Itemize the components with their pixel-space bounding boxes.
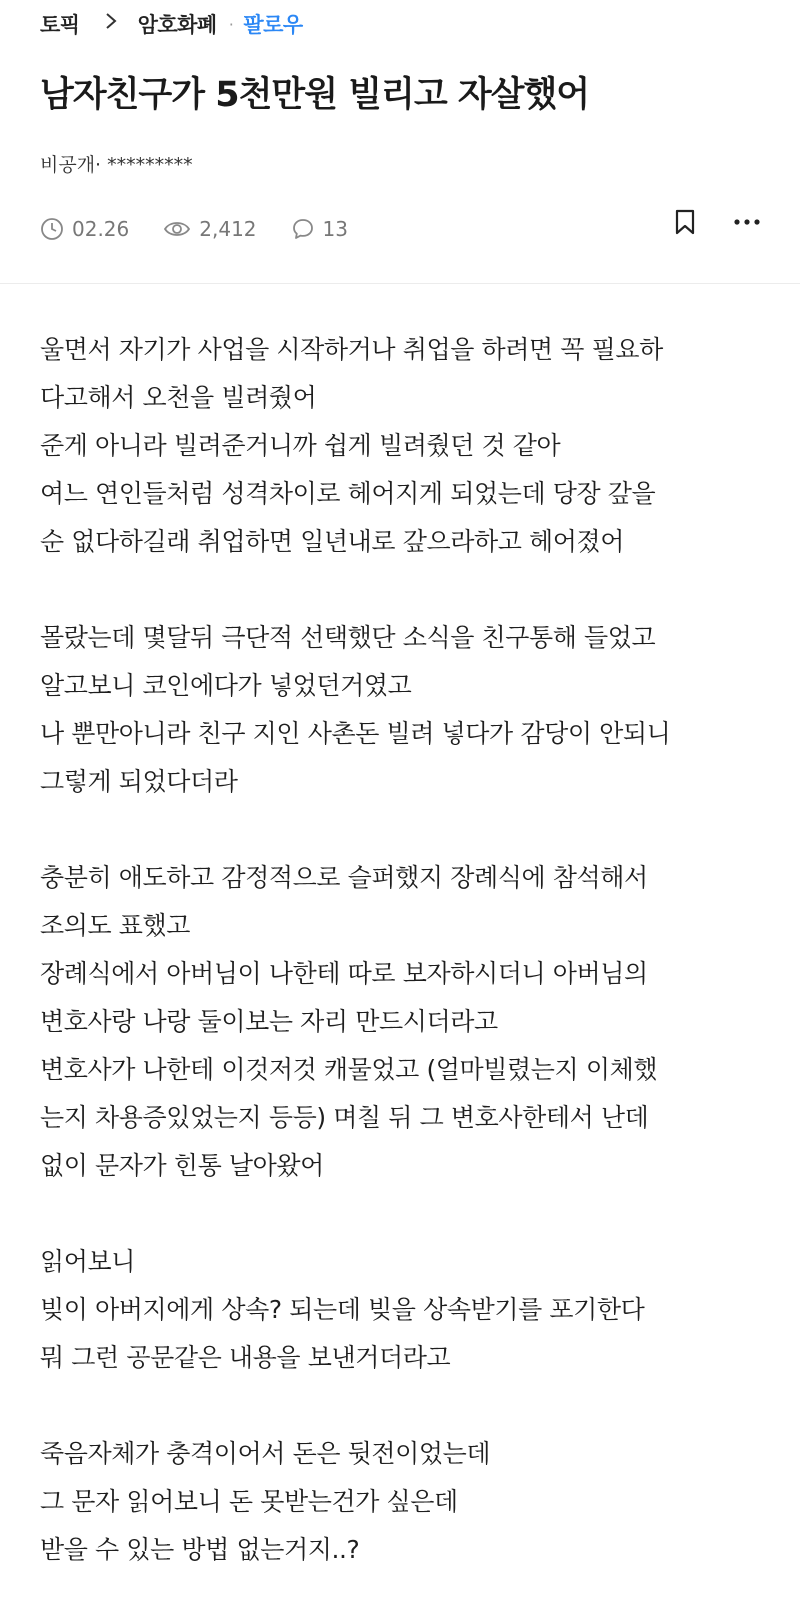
paragraph [40,614,780,806]
eye-icon [163,217,199,241]
body-line: 알고보니 코인에다가 넣었던거였고 [40,671,412,700]
paragraph [40,326,780,566]
body-line: 그렇게 되었다더라 [40,767,238,796]
body-line: 준게 아니라 빌려준거니까 쉽게 빌려줬던 것 같아 [40,431,561,460]
body-line: 충분히 애도하고 감정적으로 슬퍼했지 장례식에 참석해서 [40,863,648,892]
post-meta [40,212,382,246]
body-line: 몰랐는데 몇달뒤 극단적 선택했단 소식을 친구통해 들었고 [40,623,656,652]
post-title: 남자친구가 5천만원 빌리고 자살했어 [40,75,590,115]
breadcrumb [40,4,303,44]
body-line: 읽어보니 [40,1247,136,1276]
body-line: 나 뿐만아니라 친구 지인 사촌돈 빌려 넣다가 감당이 안되니 [40,719,671,748]
body-line: 변호사가 나한테 이것저것 캐물었고 (얼마빌렸는지 이체했 [40,1055,658,1084]
body-line: 다고해서 오천을 빌려줬어 [40,383,317,412]
body-line: 빚이 아버지에게 상속? 되는데 빚을 상속받기를 포기한다 [40,1295,645,1324]
separator-dot: · [228,14,234,34]
post-header [0,0,800,284]
body-line: 조의도 표했고 [40,911,191,940]
paragraph-gap [40,1382,780,1430]
body-line: 그 문자 읽어보니 돈 못받는건가 싶은데 [40,1487,458,1516]
post-actions [674,208,760,236]
post-date-value: 02.26 [72,217,130,241]
comment-icon [291,217,323,241]
follow-button[interactable]: 팔로우 [243,13,303,37]
body-line: 없이 문자가 힌통 날아왔어 [40,1151,324,1180]
body-line: 변호사랑 나랑 둘이보는 자리 만드시더라고 [40,1007,498,1036]
post-author: 비공개· ********* [40,154,193,176]
body-line: 여느 연인들처럼 성격차이로 헤어지게 되었는데 당장 갚을 [40,479,656,508]
body-line: 순 없다하길래 취업하면 일년내로 갚으라하고 헤어졌어 [40,527,624,556]
paragraph [40,1238,780,1382]
clock-icon [40,217,72,241]
paragraph [40,1430,780,1574]
post-comments[interactable] [291,217,348,241]
post-body [40,326,780,1574]
paragraph-gap [40,566,780,614]
paragraph-gap [40,806,780,854]
post-views [163,217,256,241]
body-line: 뭐 그런 공문같은 내용을 보낸거더라고 [40,1343,451,1372]
breadcrumb-category[interactable]: 암호화폐 [137,13,217,37]
chevron-right-icon [104,11,118,37]
paragraph [40,854,780,1190]
body-line: 울면서 자기가 사업을 시작하거나 취업을 하려면 꼭 필요하 [40,335,663,364]
breadcrumb-root[interactable]: 토픽 [40,13,80,37]
body-line: 는지 차용증있었는지 등등) 며칠 뒤 그 변호사한테서 난데 [40,1103,649,1132]
body-line: 장례식에서 아버님이 나한테 따로 보자하시더니 아버님의 [40,959,648,988]
bookmark-icon[interactable] [674,208,696,236]
body-line: 받을 수 있는 방법 없는거지..? [40,1535,360,1564]
more-icon[interactable] [734,218,760,226]
post-views-value: 2,412 [199,217,257,241]
paragraph-gap [40,1190,780,1238]
post-comments-value: 13 [322,217,348,241]
post-date [40,217,129,241]
body-line: 죽음자체가 충격이어서 돈은 뒷전이었는데 [40,1439,491,1468]
